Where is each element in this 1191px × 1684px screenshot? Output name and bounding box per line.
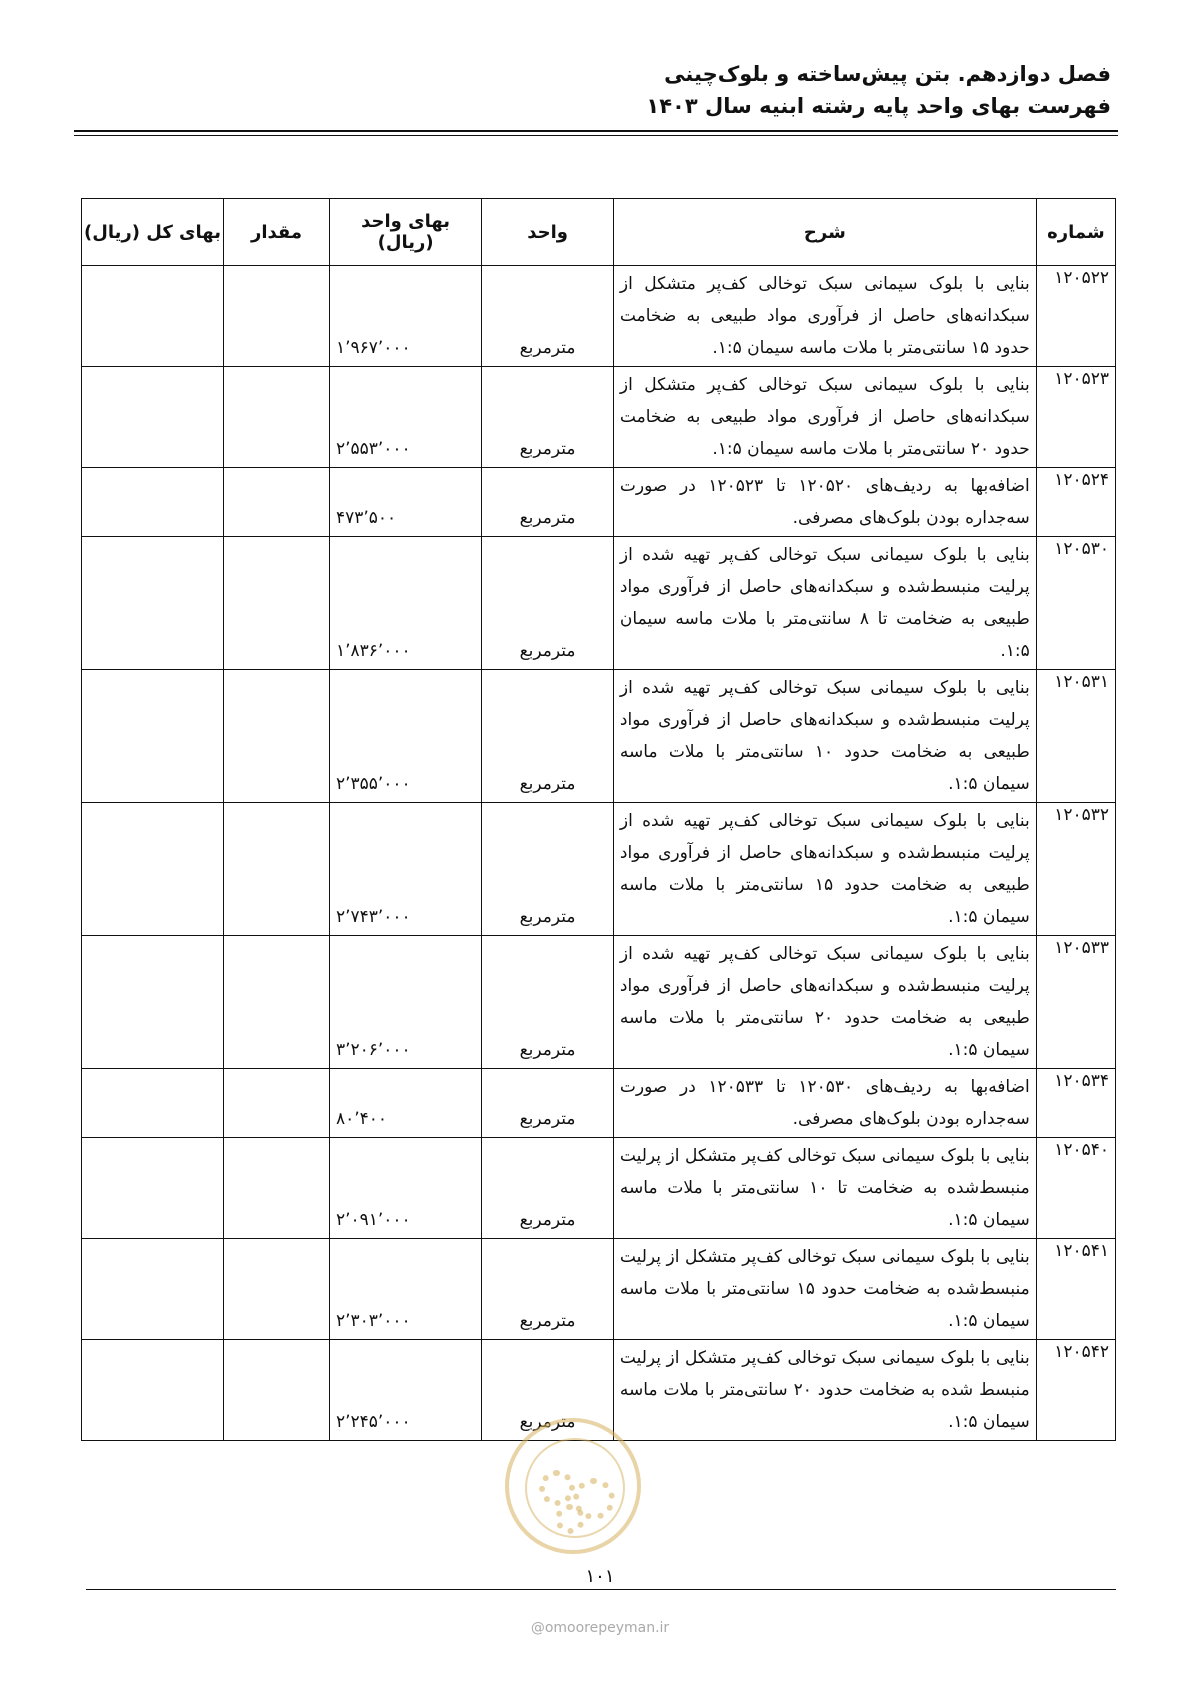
- row-total-price: [82, 1138, 224, 1239]
- row-quantity: [224, 266, 330, 367]
- row-unit: مترمربع: [482, 1138, 614, 1239]
- row-description: بنایی با بلوک سیمانی سبک توخالی کف‌پر متشکل از سبکدانه‌های حاصل از فرآوری مواد طبیعی به ضخامت حدود ۲۰ سانتی‌متر با ملات ماسه سیمان ۱:۵.: [613, 367, 1036, 468]
- row-quantity: [224, 1138, 330, 1239]
- row-description: اضافه‌بها به ردیف‌های ۱۲۰۵۲۰ تا ۱۲۰۵۲۳ در صورت سه‌جداره بودن بلوک‌های مصرفی.: [613, 468, 1036, 537]
- table-row: [82, 803, 1116, 936]
- col-unit-header: واحد: [482, 199, 614, 266]
- table-row: [82, 1138, 1116, 1239]
- table-row: [82, 1239, 1116, 1340]
- header-rule-thin: [74, 135, 1118, 136]
- gear-icon: [555, 1504, 585, 1534]
- row-unit-price: ۱٬۸۳۶٬۰۰۰: [329, 537, 481, 670]
- row-number: ۱۲۰۵۳۴: [1036, 1069, 1115, 1138]
- row-unit: مترمربع: [482, 468, 614, 537]
- col-quantity-header: مقدار: [224, 199, 330, 266]
- row-number: ۱۲۰۵۴۱: [1036, 1239, 1115, 1340]
- row-description: بنایی با بلوک سیمانی سبک توخالی کف‌پر متشکل از پرلیت منبسط شده به ضخامت حدود ۲۰ سانتی‌متر با ملات ماسه سیمان ۱:۵.: [613, 1340, 1036, 1441]
- price-list-table: [81, 198, 1116, 1441]
- table-row: [82, 367, 1116, 468]
- row-number: ۱۲۰۵۴۲: [1036, 1340, 1115, 1441]
- watermark-site: @omoorepeyman.ir: [530, 1620, 670, 1636]
- row-unit-price: ۲٬۳۰۳٬۰۰۰: [329, 1239, 481, 1340]
- row-quantity: [224, 803, 330, 936]
- row-description: بنایی با بلوک سیمانی سبک توخالی کف‌پر تهیه شده از پرلیت منبسط‌شده و سبکدانه‌های حاصل از فرآوری مواد طبیعی به ضخامت تا ۸ سانتی‌متر با ملات ماسه سیمان ۱:۵.: [613, 537, 1036, 670]
- row-unit: مترمربع: [482, 803, 614, 936]
- row-number: ۱۲۰۵۲۴: [1036, 468, 1115, 537]
- row-unit: مترمربع: [482, 670, 614, 803]
- row-unit-price: ۲٬۷۴۳٬۰۰۰: [329, 803, 481, 936]
- row-unit: مترمربع: [482, 367, 614, 468]
- row-description: بنایی با بلوک سیمانی سبک توخالی کف‌پر متشکل از سبکدانه‌های حاصل از فرآوری مواد طبیعی به ضخامت حدود ۱۵ سانتی‌متر با ملات ماسه سیمان ۱:۵.: [613, 266, 1036, 367]
- row-description: بنایی با بلوک سیمانی سبک توخالی کف‌پر تهیه شده از پرلیت منبسط‌شده و سبکدانه‌های حاصل از فرآوری مواد طبیعی به ضخامت حدود ۱۵ سانتی‌متر با ملات ماسه سیمان ۱:۵.: [613, 803, 1036, 936]
- row-number: ۱۲۰۵۳۳: [1036, 936, 1115, 1069]
- row-quantity: [224, 1340, 330, 1441]
- row-number: ۱۲۰۵۲۳: [1036, 367, 1115, 468]
- row-unit-price: ۲٬۳۵۵٬۰۰۰: [329, 670, 481, 803]
- row-unit-price: ۸۰٬۴۰۰: [329, 1069, 481, 1138]
- catalog-title: فهرست بهای واحد پایه رشته ابنیه سال ۱۴۰۳: [646, 94, 1111, 118]
- row-unit-price: ۱٬۹۶۷٬۰۰۰: [329, 266, 481, 367]
- row-description: بنایی با بلوک سیمانی سبک توخالی کف‌پر تهیه شده از پرلیت منبسط‌شده و سبکدانه‌های حاصل از فرآوری مواد طبیعی به ضخامت حدود ۲۰ سانتی‌متر با ملات ماسه سیمان ۱:۵.: [613, 936, 1036, 1069]
- row-unit-price: ۳٬۲۰۶٬۰۰۰: [329, 936, 481, 1069]
- table-row: [82, 266, 1116, 367]
- row-quantity: [224, 468, 330, 537]
- table-row: [82, 537, 1116, 670]
- row-quantity: [224, 367, 330, 468]
- row-description: بنایی با بلوک سیمانی سبک توخالی کف‌پر متشکل از پرلیت منبسط‌شده به ضخامت حدود ۱۵ سانتی‌متر با ملات ماسه سیمان ۱:۵.: [613, 1239, 1036, 1340]
- row-total-price: [82, 936, 224, 1069]
- row-total-price: [82, 670, 224, 803]
- row-quantity: [224, 1239, 330, 1340]
- page-header: [71, 58, 1111, 122]
- row-unit-price: ۴۷۳٬۵۰۰: [329, 468, 481, 537]
- row-unit-price: ۲٬۵۵۳٬۰۰۰: [329, 367, 481, 468]
- table-header-row: [82, 199, 1116, 266]
- col-total-price-header: بهای کل (ریال): [82, 199, 224, 266]
- row-quantity: [224, 936, 330, 1069]
- col-description-header: شرح: [613, 199, 1036, 266]
- row-total-price: [82, 266, 224, 367]
- page-number: ۱۰۱: [585, 1566, 615, 1587]
- table-row: [82, 936, 1116, 1069]
- row-quantity: [224, 670, 330, 803]
- row-number: ۱۲۰۵۳۱: [1036, 670, 1115, 803]
- chapter-title: فصل دوازدهم. بتن پیش‌ساخته و بلوک‌چینی: [664, 62, 1111, 86]
- row-description: اضافه‌بها به ردیف‌های ۱۲۰۵۳۰ تا ۱۲۰۵۳۳ در صورت سه‌جداره بودن بلوک‌های مصرفی.: [613, 1069, 1036, 1138]
- footer-rule: [86, 1589, 1116, 1590]
- row-total-price: [82, 468, 224, 537]
- row-unit: مترمربع: [482, 266, 614, 367]
- row-unit: مترمربع: [482, 936, 614, 1069]
- table-row: [82, 468, 1116, 537]
- row-quantity: [224, 1069, 330, 1138]
- row-description: بنایی با بلوک سیمانی سبک توخالی کف‌پر تهیه شده از پرلیت منبسط‌شده و سبکدانه‌های حاصل از فرآوری مواد طبیعی به ضخامت حدود ۱۰ سانتی‌متر با ملات ماسه سیمان ۱:۵.: [613, 670, 1036, 803]
- table-row: [82, 670, 1116, 803]
- gear-icon: [539, 1470, 575, 1506]
- row-total-price: [82, 367, 224, 468]
- row-description: بنایی با بلوک سیمانی سبک توخالی کف‌پر متشکل از پرلیت منبسط‌شده به ضخامت تا ۱۰ سانتی‌متر با ملات ماسه سیمان ۱:۵.: [613, 1138, 1036, 1239]
- row-total-price: [82, 803, 224, 936]
- row-total-price: [82, 1340, 224, 1441]
- row-unit-price: ۲٬۲۴۵٬۰۰۰: [329, 1340, 481, 1441]
- row-total-price: [82, 1239, 224, 1340]
- row-number: ۱۲۰۵۴۰: [1036, 1138, 1115, 1239]
- row-number: ۱۲۰۵۳۲: [1036, 803, 1115, 936]
- table-row: [82, 1069, 1116, 1138]
- row-quantity: [224, 537, 330, 670]
- row-unit: مترمربع: [482, 1340, 614, 1441]
- watermark-seal-icon: [505, 1418, 641, 1554]
- row-unit: مترمربع: [482, 537, 614, 670]
- col-unit-price-header: بهای واحد (ریال): [329, 199, 481, 266]
- row-unit: مترمربع: [482, 1069, 614, 1138]
- row-unit: مترمربع: [482, 1239, 614, 1340]
- row-number: ۱۲۰۵۲۲: [1036, 266, 1115, 367]
- row-total-price: [82, 537, 224, 670]
- row-total-price: [82, 1069, 224, 1138]
- row-number: ۱۲۰۵۳۰: [1036, 537, 1115, 670]
- row-unit-price: ۲٬۰۹۱٬۰۰۰: [329, 1138, 481, 1239]
- header-rule-thick: [74, 130, 1118, 132]
- col-number-header: شماره: [1036, 199, 1115, 266]
